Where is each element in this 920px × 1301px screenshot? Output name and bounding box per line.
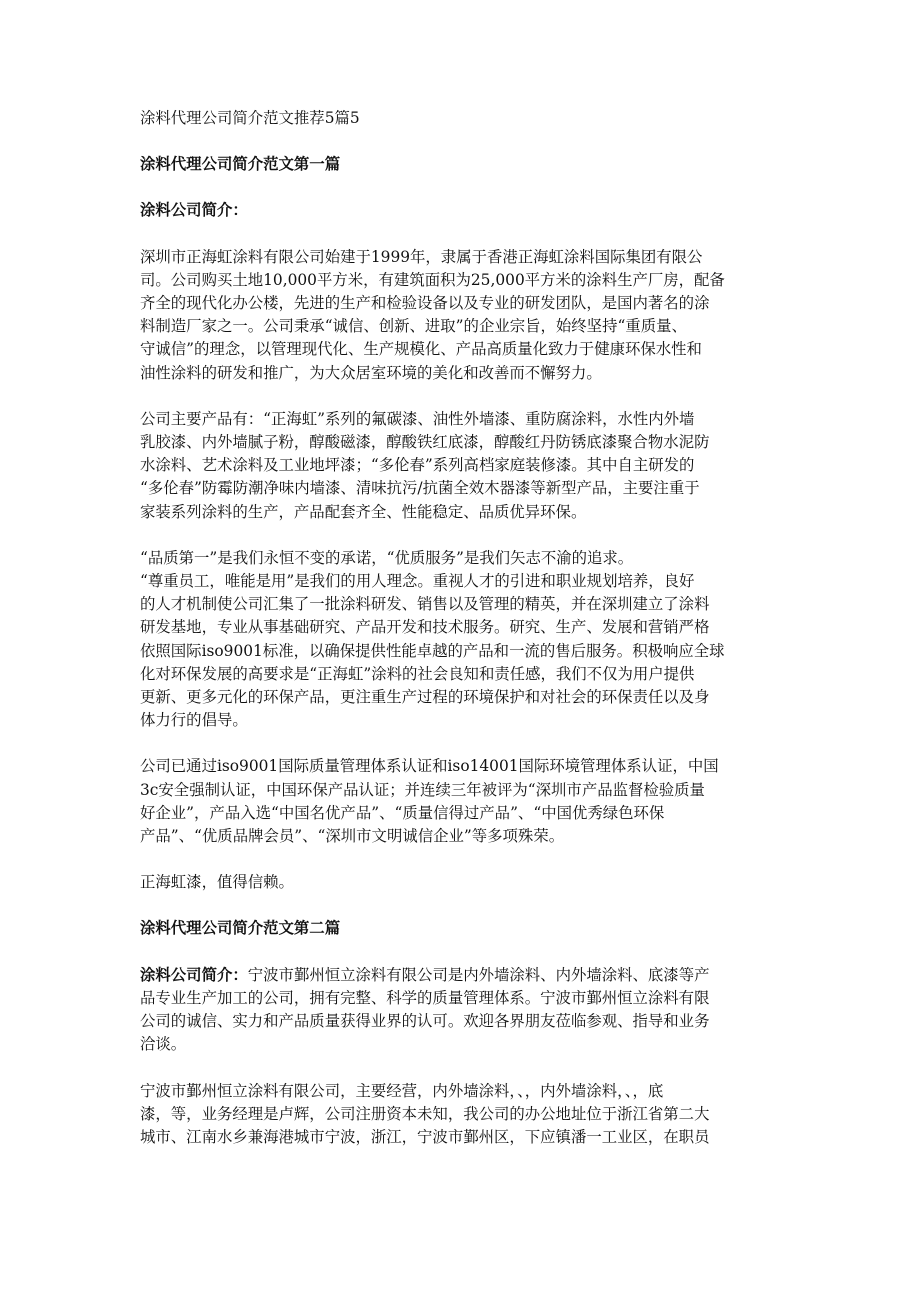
- text-line: “尊重员工，唯能是用”是我们的用人理念。重视人才的引进和职业规划培养，良好: [140, 572, 695, 591]
- document-title: 涂料代理公司简介范文推荐5篇5: [140, 109, 360, 127]
- text-line: 公司的诚信、实力和产品质量获得业界的认可。欢迎各界朋友莅临参观、指导和业务: [140, 1012, 710, 1031]
- text-line: 水涂料、艺术涂料及工业地坪漆；“多伦春”系列高档家庭装修漆。其中自主研发的: [140, 456, 695, 475]
- section1-paragraph-2: [140, 408, 780, 524]
- text-line: 品专业生产加工的公司，拥有完整、科学的质量管理体系。宁波市鄞州恒立涂料有限: [140, 988, 710, 1007]
- text-line: 漆，等，业务经理是卢辉，公司注册资本未知，我公司的办公地址位于浙江省第二大: [140, 1104, 710, 1123]
- text-line: 家装系列涂料的生产，产品配套齐全、性能稳定、品质优异环保。: [140, 502, 587, 521]
- section1-subheading: 涂料公司简介：: [140, 201, 248, 220]
- section2-paragraph-1: [140, 964, 780, 1057]
- section2-lead-label: 涂料公司简介：: [140, 965, 248, 984]
- text-line: 料制造厂家之一。公司秉承“诚信、创新、进取”的企业宗旨，始终坚持“重质量、: [140, 317, 687, 336]
- text-line: 体力行的倡导。: [140, 711, 248, 730]
- section1-paragraph-5: 正海虹漆，值得信赖。: [140, 873, 294, 892]
- text-line: 产品”、“优质品牌会员”、“深圳市文明诚信企业”等多项殊荣。: [140, 827, 565, 846]
- section2-paragraph-2: [140, 1080, 780, 1150]
- text-line: 乳胶漆、内外墙腻子粉，醇酸磁漆，醇酸铁红底漆，醇酸红丹防锈底漆聚合物水泥防: [140, 433, 710, 452]
- section1-paragraph-4: [140, 755, 780, 848]
- text-line: 守诚信”的理念，以管理现代化、生产规模化、产品高质量化致力于健康环保水性和: [140, 340, 702, 359]
- section2-heading: 涂料代理公司简介范文第二篇: [140, 919, 341, 938]
- section2-lead-text: 宁波市鄞州恒立涂料有限公司是内外墙涂料、内外墙涂料、底漆等产: [247, 965, 710, 984]
- text-line: 齐全的现代化办公楼，先进的生产和检验设备以及专业的研发团队，是国内著名的涂: [140, 294, 710, 313]
- text-line: [140, 964, 780, 987]
- text-line: 司。公司购买土地10,000平方米，有建筑面积为25,000平方米的涂料生产厂房，配备: [140, 270, 725, 289]
- text-line: 更新、更多元化的环保产品，更注重生产过程的环境保护和对社会的环保责任以及身: [140, 688, 710, 707]
- text-line: 城市、江南水乡兼海港城市宁波，浙江，宁波市鄞州区，下应镇潘一工业区，在职员: [140, 1127, 710, 1146]
- text-line: 化对环保发展的高要求是“正海虹”涂料的社会良知和责任感，我们不仅为用户提供: [140, 664, 695, 683]
- text-line: 好企业”，产品入选“中国名优产品”、“质量信得过产品”、“中国优秀绿色环保: [140, 803, 665, 822]
- text-line: 3c安全强制认证，中国环保产品认证；并连续三年被评为“深圳市产品监督检验质量: [140, 780, 705, 799]
- section1-paragraph-1: [140, 246, 780, 385]
- text-line: “多伦春”防霉防潮净味内墙漆、清味抗污/抗菌全效木器漆等新型产品，主要注重于: [140, 479, 700, 498]
- section1-heading: 涂料代理公司简介范文第一篇: [140, 155, 341, 174]
- text-line: 宁波市鄞州恒立涂料有限公司，主要经营，内外墙涂料，、，内外墙涂料，、，底: [140, 1081, 664, 1100]
- text-line: “品质第一”是我们永恒不变的承诺，“优质服务”是我们矢志不渝的追求。: [140, 548, 634, 567]
- text-line: 深圳市正海虹涂料有限公司始建于1999年，隶属于香港正海虹涂料国际集团有限公: [140, 247, 703, 266]
- text-line: 依照国际iso9001标准，以确保提供性能卓越的产品和一流的售后服务。积极响应全球: [140, 641, 725, 660]
- text-line: 的人才机制使公司汇集了一批涂料研发、销售以及管理的精英，并在深圳建立了涂料: [140, 595, 710, 614]
- section1-paragraph-3: [140, 547, 780, 733]
- text-line: 研发基地，专业从事基础研究、产品开发和技术服务。研究、生产、发展和营销严格: [140, 618, 710, 637]
- text-line: 洽谈。: [140, 1035, 187, 1054]
- document-page: [140, 107, 780, 1172]
- text-line: 油性涂料的研发和推广，为大众居室环境的美化和改善而不懈努力。: [140, 363, 602, 382]
- text-line: 公司已通过iso9001国际质量管理体系认证和iso14001国际环境管理体系认证，中国: [140, 757, 719, 776]
- text-line: 公司主要产品有：“正海虹”系列的氟碳漆、油性外墙漆、重防腐涂料，水性内外墙: [140, 409, 695, 428]
